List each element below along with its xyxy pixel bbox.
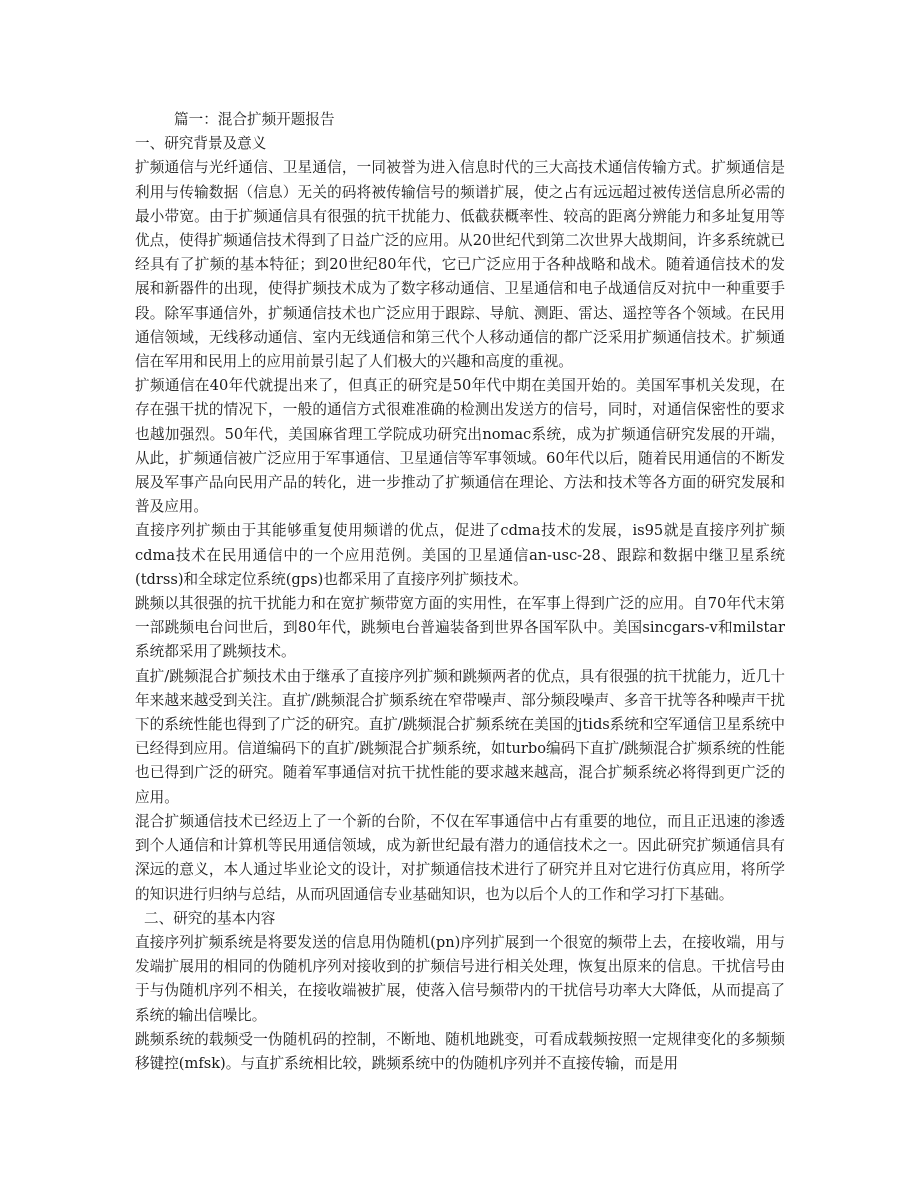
paragraph: 混合扩频通信技术已经迈上了一个新的台阶，不仅在军事通信中占有重要的地位，而且正迅速的渗透到个人通信和计算机等民用通信领域，成为新世纪最有潜力的通信技术之一。因此研究扩频通信具有深远的意义，本人通过毕业论文的设计，对扩频通信技术进行了研究并且对它进行仿真应用，将所学的知识进行归纳与总结，从而巩固通信专业基础知识，也为以后个人的工作和学习打下基础。 (135, 812, 785, 903)
section-heading-background: 一、研究背景及意义 (135, 135, 267, 153)
document-title: 篇一：混合扩频开题报告 (174, 111, 335, 128)
document-page (135, 108, 785, 1076)
paragraph: 扩频通信在40年代就提出来了，但真正的研究是50年代中期在美国开始的。美国军事机关发现，在存在强干扰的情况下，一般的通信方式很难准确的检测出发送方的信号，同时，对通信保密性的要求也越加强烈。50年代，美国麻省理工学院成功研究出nomac系统，成为扩频通信研究发展的开端，从此，扩频通信被广泛应用于军事通信、卫星通信等军事领域。60年代以后，随着民用通信的不断发展及军事产品向民用产品的转化，进一步推动了扩频通信在理论、方法和技术等各方面的研究发展和普及应用。 (135, 377, 785, 516)
paragraph: 扩频通信与光纤通信、卫星通信，一同被誉为进入信息时代的三大高技术通信传输方式。扩频通信是利用与传输数据（信息）无关的码将被传输信号的频谱扩展，使之占有远远超过被传送信息所必需的最小带宽。由于扩频通信具有很强的抗干扰能力、低截获概率性、较高的距离分辨能力和多址复用等优点，使得扩频通信技术得到了日益广泛的应用。从20世纪代到第二次世界大战期间，许多系统就已经具有了扩频的基本特征；到20世纪80年代，它已广泛应用于各种战略和战术。随着通信技术的发展和新器件的出现，使得扩频技术成为了数字移动通信、卫星通信和电子战通信反对抗中一种重要手段。除军事通信外，扩频通信技术也广泛应用于跟踪、导航、测距、雷达、遥控等各个领域。在民用通信领域，无线移动通信、室内无线通信和第三代个人移动通信的都广泛采用扩频通信技术。扩频通信在军用和民用上的应用前景引起了人们极大的兴趣和高度的重视。 (135, 159, 785, 371)
paragraph: 直接序列扩频由于其能够重复使用频谱的优点，促进了cdma技术的发展，is95就是直接序列扩频cdma技术在民用通信中的一个应用范例。美国的卫星通信an-usc-28、跟踪和数据中继卫星系统(tdrss)和全球定位系统(gps)也都采用了直接序列扩频技术。 (135, 522, 785, 588)
paragraph: 跳频系统的载频受一伪随机码的控制，不断地、随机地跳变，可看成载频按照一定规律变化的多频频移键控(mfsk)。与直扩系统相比较，跳频系统中的伪随机序列并不直接传输，而是用 (135, 1030, 785, 1072)
paragraph: 直扩/跳频混合扩频技术由于继承了直接序列扩频和跳频两者的优点，具有很强的抗干扰能力，近几十年来越来越受到关注。直扩/跳频混合扩频系统在窄带噪声、部分频段噪声、多音干扰等各种噪声干扰下的系统性能也得到了广泛的研究。直扩/跳频混合扩频系统在美国的jtids系统和空军通信卫星系统中已经得到应用。信道编码下的直扩/跳频混合扩频系统，如turbo编码下直扩/跳频混合扩频系统的性能也已得到广泛的研究。随着军事通信对抗干扰性能的要求越来越高，混合扩频系统必将得到更广泛的应用。 (135, 667, 785, 806)
paragraph: 直接序列扩频系统是将要发送的信息用伪随机(pn)序列扩展到一个很宽的频带上去，在接收端，用与发端扩展用的相同的伪随机序列对接收到的扩频信号进行相关处理，恢复出原来的信息。干扰信号由于与伪随机序列不相关，在接收端被扩展，使落入信号频带内的干扰信号功率大大降低，从而提高了系统的输出信噪比。 (135, 933, 785, 1024)
paragraph: 跳频以其很强的抗干扰能力和在宽扩频带宽方面的实用性，在军事上得到广泛的应用。自70年代末第一部跳频电台问世后，到80年代，跳频电台普遍装备到世界各国军队中。美国sincgars-v和milstar系统都采用了跳频技术。 (135, 595, 785, 661)
section-heading-content: 二、研究的基本内容 (144, 909, 276, 927)
